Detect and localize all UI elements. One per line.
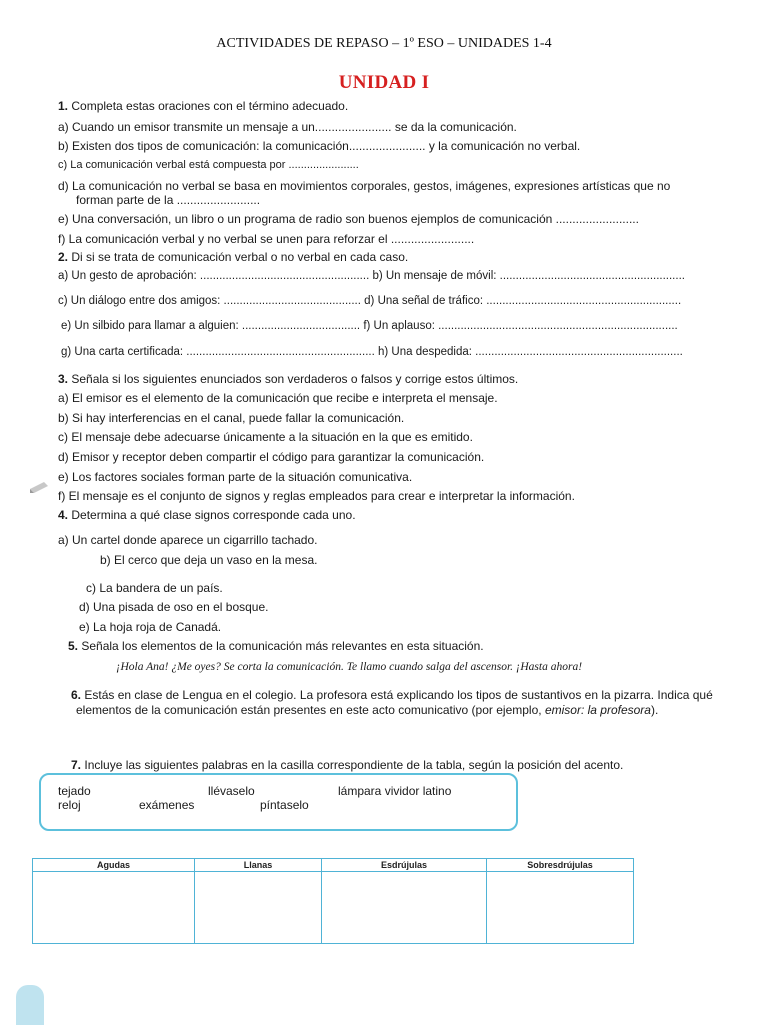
question-text: Incluye las siguientes palabras en la casilla correspondiente de la tabla, según la posición del acento. [84, 758, 624, 772]
q1-item-a: a) Cuando un emisor transmite un mensaje a un....................... se da la comunicación. [58, 120, 517, 134]
question-text: Completa estas oraciones con el término adecuado. [71, 99, 349, 113]
unit-heading: UNIDAD I [338, 72, 430, 93]
q3-item-c: c) El mensaje debe adecuarse únicamente a la situación en la que es emitido. [58, 430, 473, 444]
word-item: tejado [58, 784, 91, 798]
word-item: exámenes [139, 798, 195, 812]
q1-item-d-continued: forman parte de la ......................... [76, 193, 261, 207]
q1-item-c: c) La comunicación verbal está compuesta por ....................... [58, 159, 359, 171]
q2-row-2: c) Un diálogo entre dos amigos: ........................................... d) Una señal de tráfico: ............................................................. [58, 295, 682, 307]
word-item: llévaselo [208, 784, 255, 798]
question-number: 5. [68, 639, 79, 653]
question-text: elementos de la comunicación están presentes en este acto comunicativo (por ejemplo, [76, 703, 542, 717]
answer-cell-llanas[interactable] [195, 872, 322, 944]
q3-item-e: e) Los factores sociales forman parte de la situación comunicativa. [58, 470, 413, 484]
q3-item-d: d) Emisor y receptor deben compartir el código para garantizar la comunicación. [58, 450, 485, 464]
q1-item-d: d) La comunicación no verbal se basa en movimientos corporales, gestos, imágenes, expresiones artísticas que no [58, 179, 671, 193]
q4-item-e: e) La hoja roja de Canadá. [79, 620, 222, 634]
word-item: píntaselo [260, 798, 309, 812]
answer-cell-sobresdrujulas[interactable] [487, 872, 634, 944]
q2-row-4: g) Una carta certificada: ........................................................... h) Una despedida: ................................................................. [61, 346, 683, 358]
question-number: 7. [71, 758, 82, 772]
q3-item-b: b) Si hay interferencias en el canal, puede fallar la comunicación. [58, 411, 405, 425]
question-4 [58, 508, 356, 522]
column-header: Esdrújulas [322, 859, 487, 872]
question-number: 1. [58, 99, 69, 113]
question-number: 6. [71, 688, 82, 702]
question-number: 2. [58, 250, 69, 264]
question-5 [68, 639, 484, 653]
question-1 [58, 99, 348, 113]
question-2 [58, 250, 408, 264]
question-6-continued [76, 703, 658, 717]
q4-item-b: b) El cerco que deja un vaso en la mesa. [100, 553, 318, 567]
q2-row-1: a) Un gesto de aprobación: ..................................................... b) Un mensaje de móvil: .......................................................... [58, 270, 685, 282]
accent-table [32, 858, 634, 944]
column-header: Llanas [195, 859, 322, 872]
column-header: Agudas [33, 859, 195, 872]
q4-item-d: d) Una pisada de oso en el bosque. [79, 600, 269, 614]
q3-item-f: f) El mensaje es el conjunto de signos y reglas empleados para crear e interpretar la información. [58, 489, 575, 503]
question-text: Señala si los siguientes enunciados son verdaderos o falsos y corrige estos últimos. [71, 372, 519, 386]
closing-text: ). [650, 703, 659, 717]
dialogue-quote: ¡Hola Ana! ¿Me oyes? Se corta la comunicación. Te llamo cuando salga del ascensor. ¡Hasta ahora! [116, 661, 583, 673]
pencil-icon [30, 480, 50, 494]
word-item: lámpara vividor latino [338, 784, 452, 798]
word-box [39, 773, 518, 831]
question-text: Di si se trata de comunicación verbal o no verbal en cada caso. [71, 250, 409, 264]
question-6 [71, 688, 713, 702]
question-text: Estás en clase de Lengua en el colegio. La profesora está explicando los tipos de sustantivos en la pizarra. Indica qué [84, 688, 713, 702]
question-7 [71, 758, 623, 772]
question-3 [58, 372, 518, 386]
column-header: Sobresdrújulas [487, 859, 634, 872]
answer-cell-esdrujulas[interactable] [322, 872, 487, 944]
q4-item-c: c) La bandera de un país. [86, 581, 223, 595]
q2-row-3: e) Un silbido para llamar a alguien: ..................................... f) Un aplauso: ........................................................................... [61, 320, 678, 332]
question-number: 3. [58, 372, 69, 386]
word-item: reloj [58, 798, 81, 812]
document-title: ACTIVIDADES DE REPASO – 1º ESO – UNIDADES 1-4 [216, 36, 552, 51]
q4-item-a: a) Un cartel donde aparece un cigarrillo tachado. [58, 533, 318, 547]
question-number: 4. [58, 508, 69, 522]
question-text: Determina a qué clase signos corresponde cada uno. [71, 508, 356, 522]
q3-item-a: a) El emisor es el elemento de la comunicación que recibe e interpreta el mensaje. [58, 391, 498, 405]
question-text: Señala los elementos de la comunicación más relevantes en esta situación. [81, 639, 484, 653]
example-text: emisor: la profesora [544, 703, 651, 717]
q1-item-b: b) Existen dos tipos de comunicación: la comunicación....................... y la comunicación no verbal. [58, 139, 581, 153]
q1-item-e: e) Una conversación, un libro o un programa de radio son buenos ejemplos de comunicación ......................... [58, 212, 639, 226]
q1-item-f: f) La comunicación verbal y no verbal se unen para reforzar el ......................... [58, 232, 475, 246]
page-tab-decoration [16, 985, 44, 1025]
answer-cell-agudas[interactable] [33, 872, 195, 944]
